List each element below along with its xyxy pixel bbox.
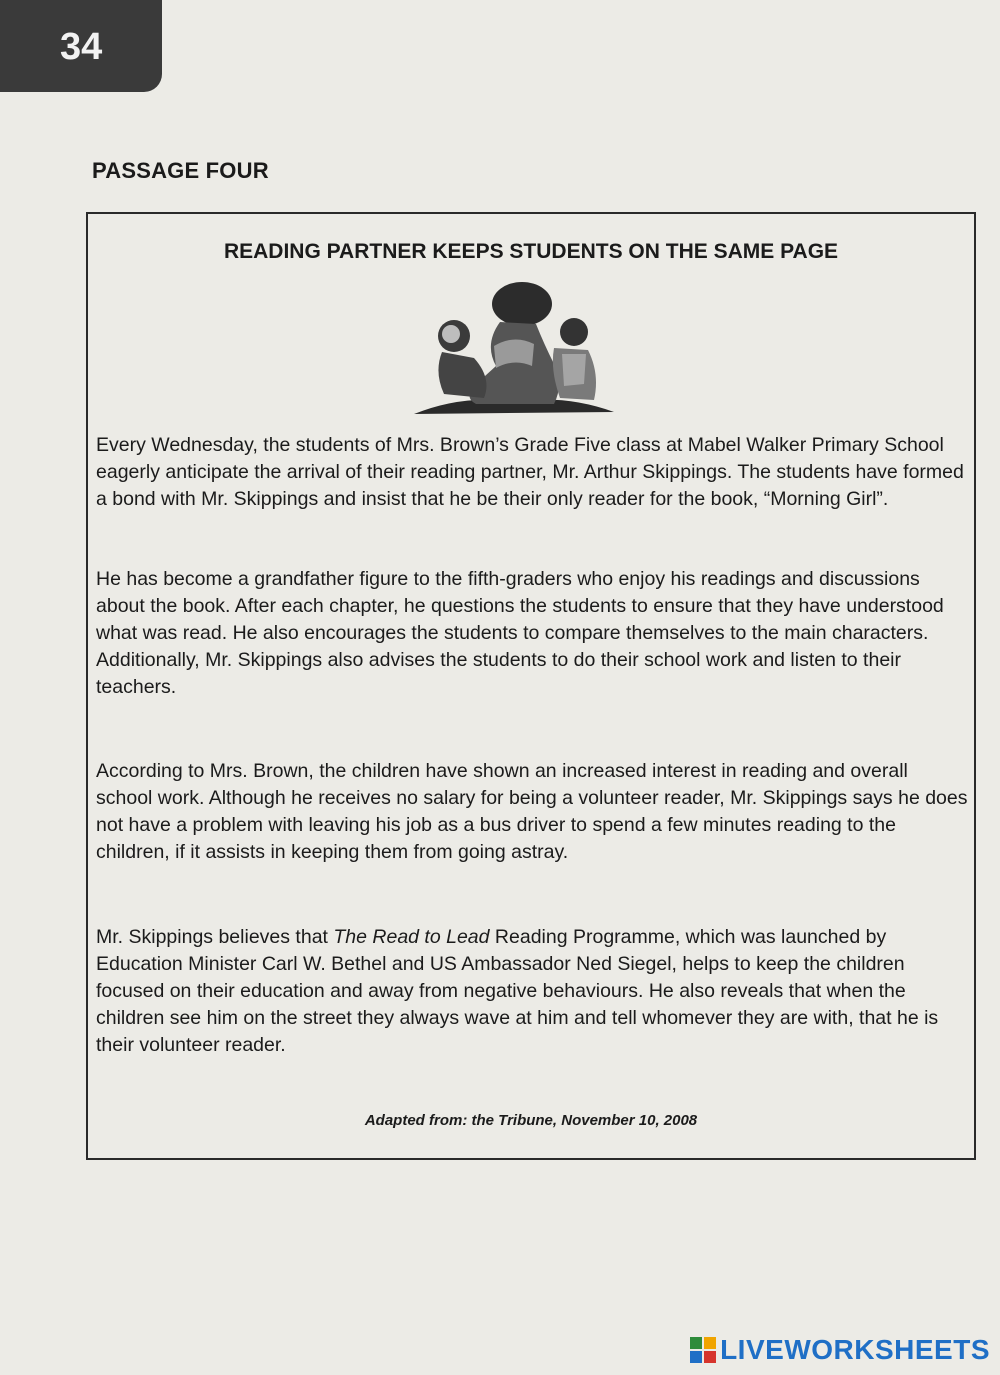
paragraph-text: Reading Programme, which was launched by Education Minister Carl W. Bethel and US Ambassador Ned Siegel, helps to keep the children focused on their education and away from negative behaviours. He also reveals that when the children see him on the street they always wave at him and tell whomever they are with, that he is their volunteer reader. [96,926,939,1056]
programme-name: The Read to Lead [333,926,490,948]
article-paragraph: Every Wednesday, the students of Mrs. Brown’s Grade Five class at Mabel Walker Primary School eagerly anticipate the arrival of their reading partner, Mr. Arthur Skippings. The students have formed a bond with Mr. Skippings and insist that he be their only reader for the book, “Morning Girl”. [96,434,964,510]
article-box [86,212,976,1160]
page-number: 34 [60,26,103,68]
article-paragraph: He has become a grandfather figure to the fifth-graders who enjoy his readings and discussions about the book. After each chapter, he questions the students to ensure that they have understood what was read. He also encourages the students to compare themselves to the main characters. Additionally, Mr. Skippings also advises the students to do their school work and listen to their teachers. [96,568,944,698]
section-label: PASSAGE FOUR [92,158,269,183]
page-number-tab [0,0,162,92]
liveworksheets-brand[interactable] [690,1333,990,1367]
reading-partner-clipart-icon [404,274,624,424]
article-paragraph: According to Mrs. Brown, the children have shown an increased interest in reading and overall school work. Although he receives no salary for being a volunteer reader, Mr. Skippings says he does not have a problem with leaving his job as a bus driver to spend a few minutes reading to the children, if it assists in keeping them from going astray. [96,760,968,863]
source-citation: Adapted from: the Tribune, November 10, 2008 [364,1112,698,1129]
article-title: READING PARTNER KEEPS STUDENTS ON THE SAME PAGE [223,240,839,263]
paragraph-text: Mr. Skippings believes that [96,926,334,948]
brand-text: LIVEWORKSHEETS [720,1334,990,1365]
liveworksheets-logo-icon [690,1337,716,1363]
article-paragraph [96,924,968,1059]
